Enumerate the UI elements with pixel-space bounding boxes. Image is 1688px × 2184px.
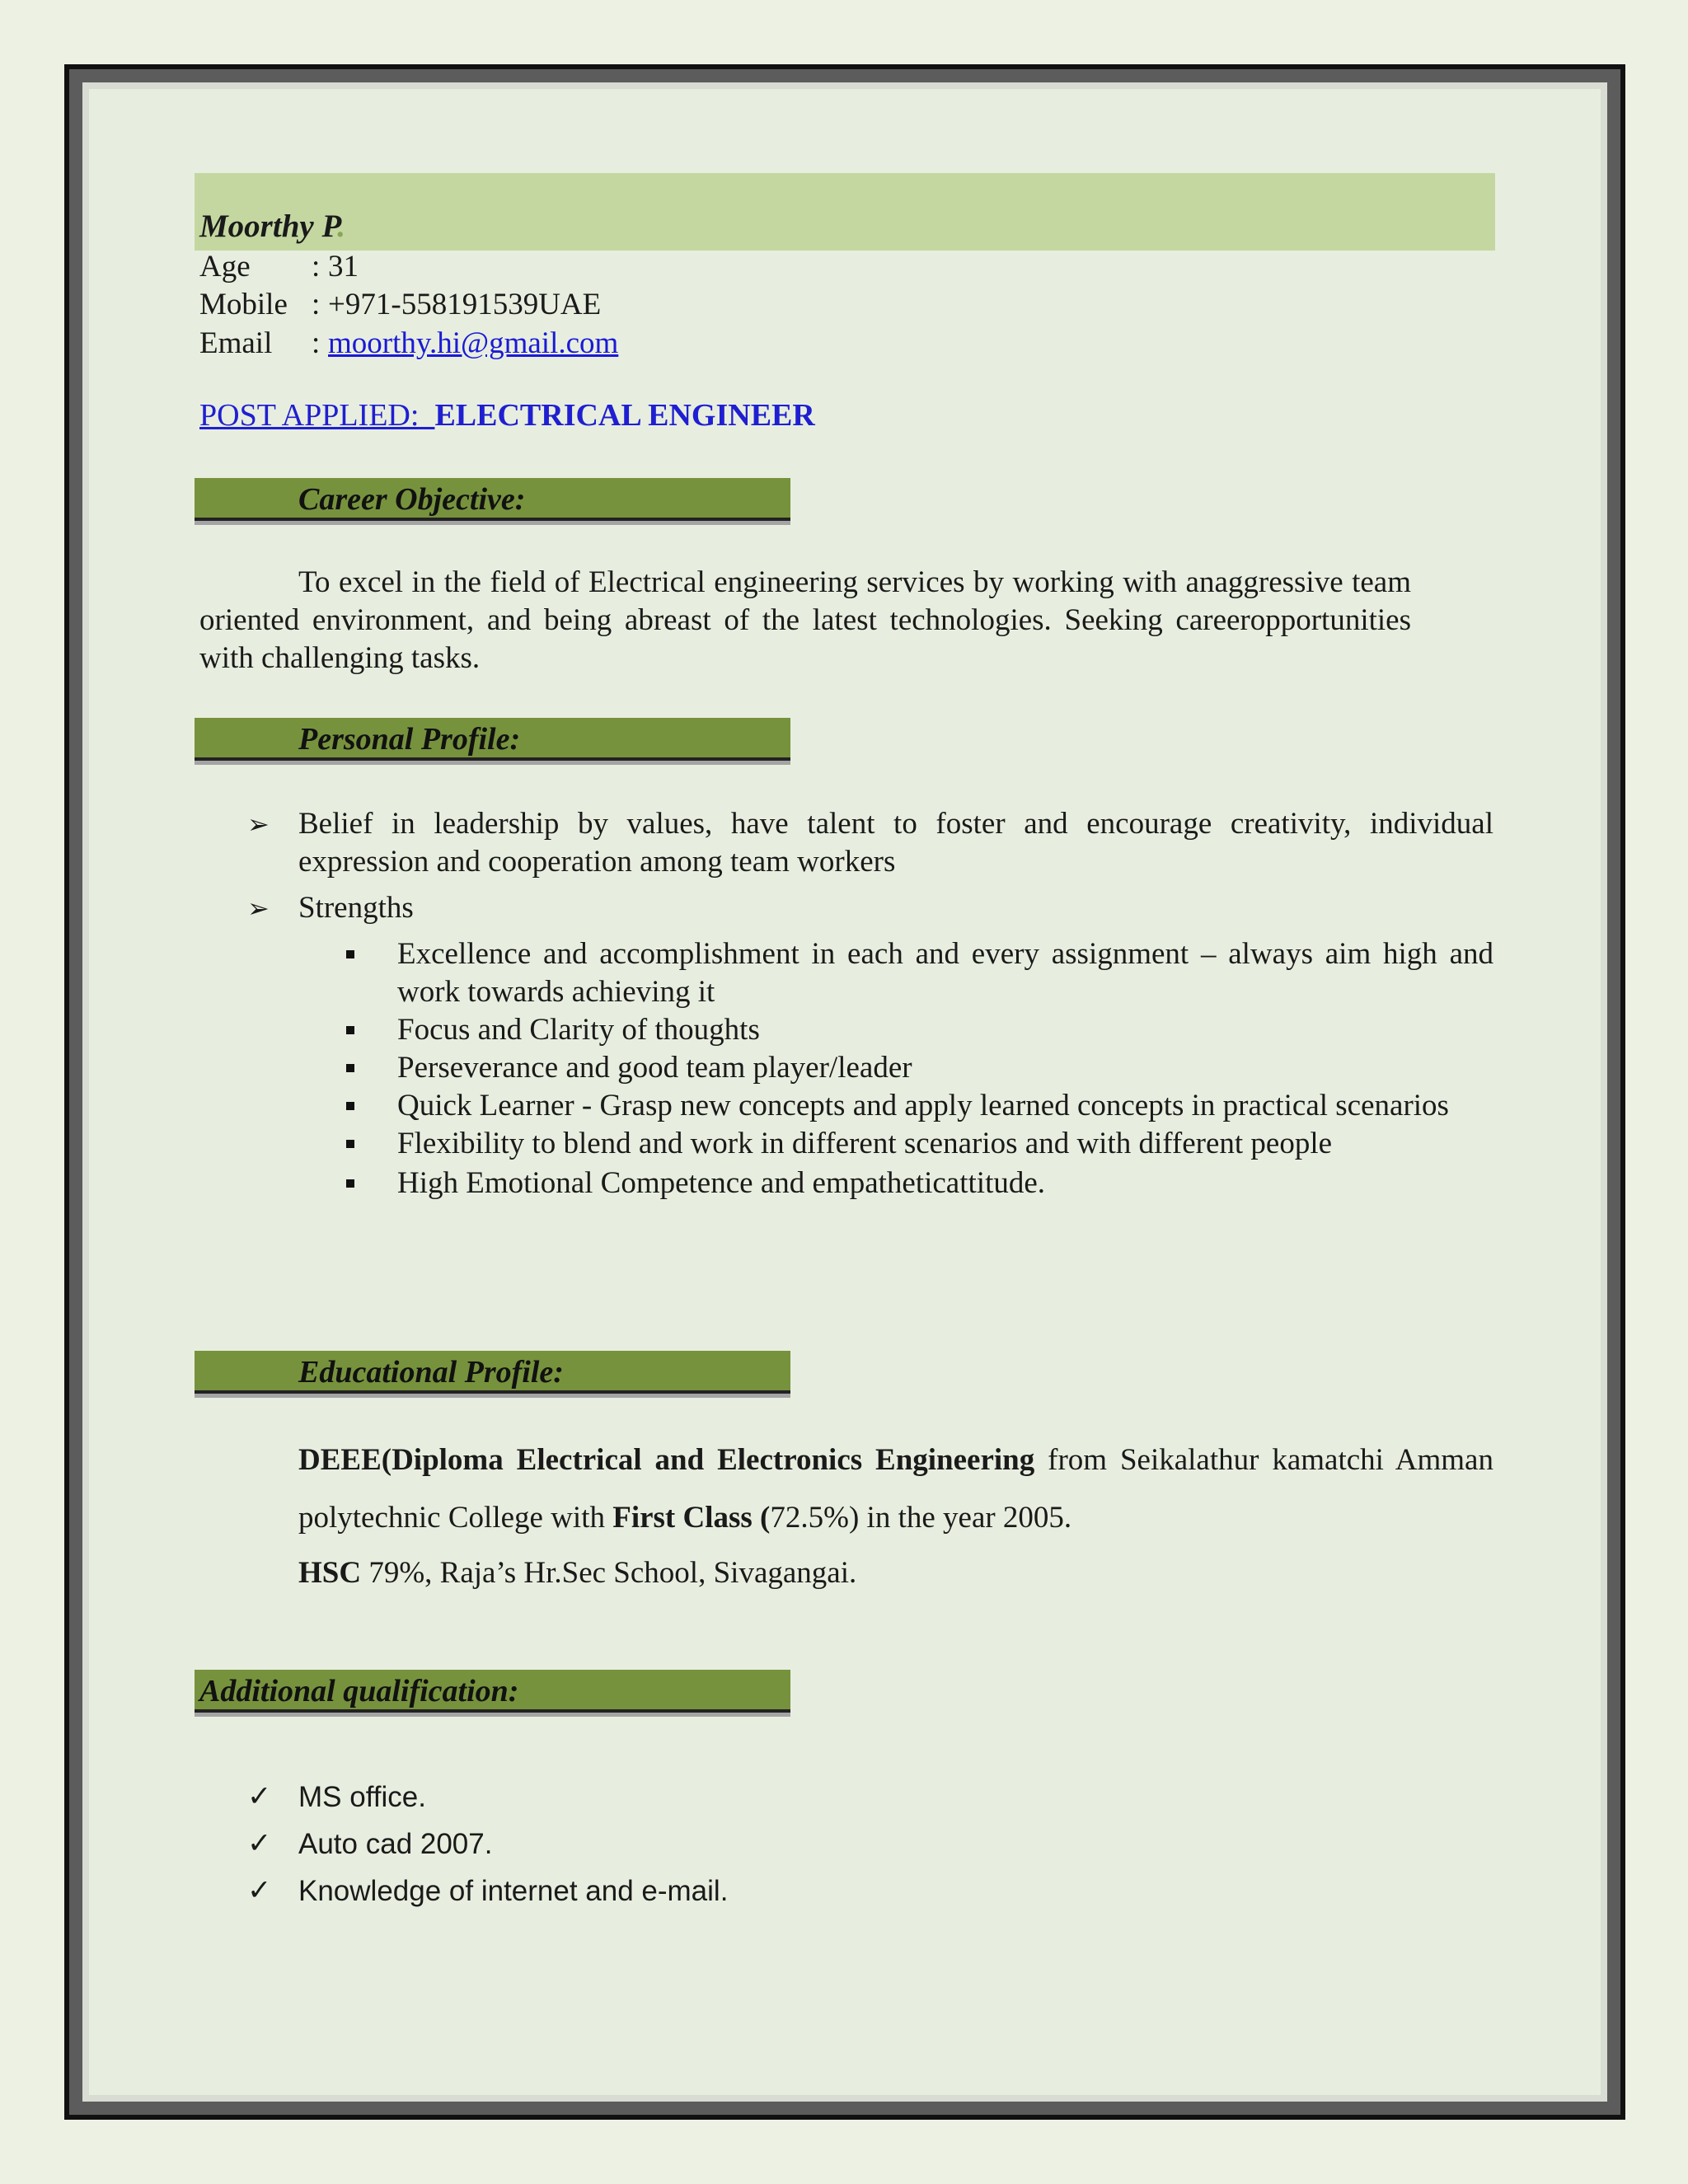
post-applied <box>199 397 815 434</box>
post-applied-value: ELECTRICAL ENGINEER <box>434 398 815 433</box>
career-objective-heading: Career Objective: <box>195 478 790 521</box>
post-applied-label: POST APPLIED: <box>199 398 420 433</box>
age-label: Age <box>199 250 251 284</box>
mobile-row: Mobile : +971-558191539UAE <box>199 288 602 321</box>
diploma-entry: DEEE(Diploma Electrical and Electronics Engineering from Seikalathur kamatchi Amman polytechnic College with First Class (72.5%) in the year 2005. <box>298 1443 1493 1535</box>
email-link[interactable]: moorthy.hi@gmail.com <box>328 326 619 360</box>
hsc-entry: HSC 79%, Raja’s Hr.Sec School, Sivagangai. <box>298 1556 857 1590</box>
list-item: Quick Learner - Grasp new concepts and apply learned concepts in practical scenarios <box>346 1087 1493 1125</box>
square-bullet-icon <box>346 1179 354 1188</box>
square-bullet-icon <box>346 1102 354 1110</box>
mobile-label: Mobile <box>199 288 288 321</box>
list-item: Perseverance and good team player/leader <box>346 1049 1493 1087</box>
list-item: Focus and Clarity of thoughts <box>346 1011 1493 1049</box>
personal-profile-list <box>247 805 1493 1202</box>
arrow-bullet-icon: ➢ <box>247 893 270 924</box>
checkmark-icon: ✓ <box>247 1874 272 1907</box>
list-item: ✓ Auto cad 2007. <box>247 1821 728 1868</box>
age-row: Age : 31 <box>199 250 359 284</box>
age-value: 31 <box>328 250 359 284</box>
square-bullet-icon <box>346 1064 354 1072</box>
email-row: Email : moorthy.hi@gmail.com <box>199 326 619 360</box>
square-bullet-icon <box>346 1026 354 1034</box>
list-item: High Emotional Competence and empatheticattitude. <box>346 1165 1493 1202</box>
additional-qualification-heading: Additional qualification: <box>195 1670 790 1713</box>
name-band <box>195 173 1495 251</box>
list-item: ✓ Knowledge of internet and e-mail. <box>247 1868 728 1915</box>
candidate-name: Moorthy P. <box>199 209 345 244</box>
list-item: ➢ Strengths Excellence and accomplishment in each and every assignment – always aim high and work towards achieving it Focus and Clarity of thoughts Perseverance and good team player/leader Quick Learner - Grasp new concepts and apply learned concepts in practical scenarios Flexibility to blend and work in different scenarios and with different people High Emotional Competence and empatheticattitude. <box>247 889 1493 1202</box>
email-label: Email <box>199 326 273 360</box>
checkmark-icon: ✓ <box>247 1827 272 1860</box>
arrow-bullet-icon: ➢ <box>247 808 270 840</box>
strengths-list <box>346 935 1493 1202</box>
educational-profile-text <box>298 1432 1493 1547</box>
checkmark-icon: ✓ <box>247 1780 272 1813</box>
personal-profile-heading: Personal Profile: <box>195 718 790 761</box>
list-item: Flexibility to blend and work in different scenarios and with different people <box>346 1125 1493 1163</box>
additional-qualification-list <box>247 1774 728 1915</box>
square-bullet-icon <box>346 950 354 958</box>
list-item: ✓ MS office. <box>247 1774 728 1821</box>
mobile-value: +971-558191539UAE <box>328 288 602 321</box>
career-objective-text: To excel in the field of Electrical engineering services by working with anaggressive team oriented environment, and being abreast of the latest technologies. Seeking careeropportunities with challenging tasks. <box>199 565 1411 675</box>
list-item: ➢ Belief in leadership by values, have talent to foster and encourage creativity, individual expression and cooperation among team workers <box>247 807 1493 879</box>
educational-profile-heading: Educational Profile: <box>195 1351 790 1394</box>
list-item: Excellence and accomplishment in each and every assignment – always aim high and work towards achieving it <box>346 935 1493 1011</box>
square-bullet-icon <box>346 1140 354 1148</box>
